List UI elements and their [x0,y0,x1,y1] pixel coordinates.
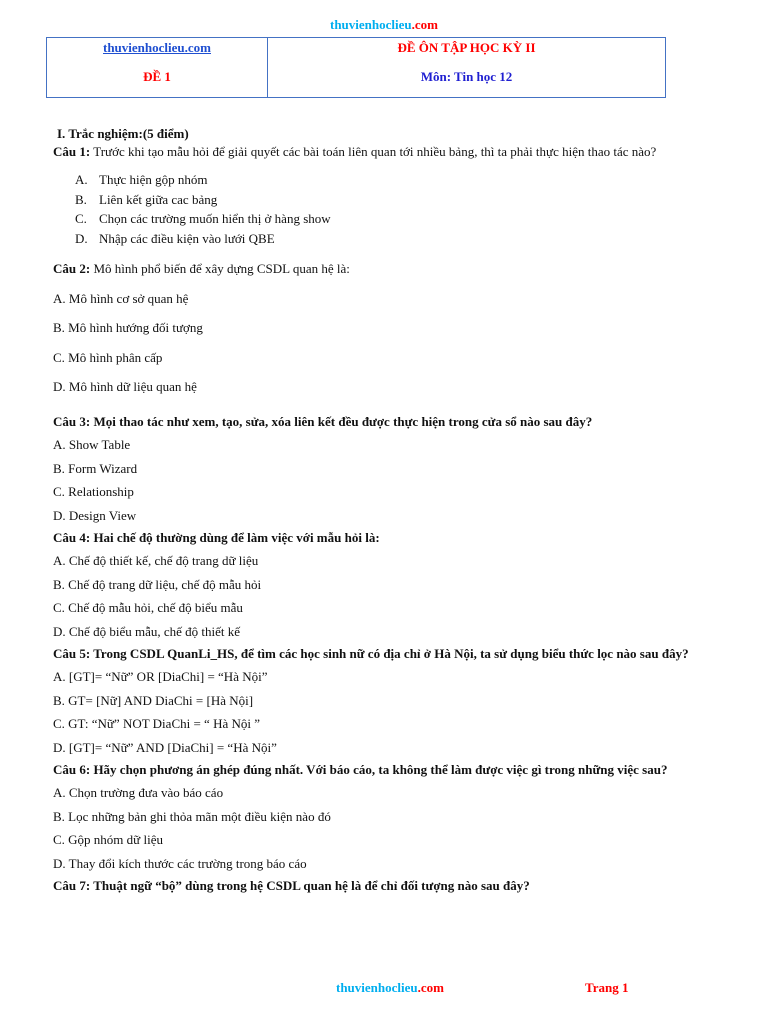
option: C. Relationship [53,484,134,499]
header-right-cell [268,38,665,97]
option: D. Chế độ biểu mẫu, chế độ thiết kế [53,623,241,639]
option: A. Show Table [53,437,131,452]
question-1-options [75,170,736,248]
option: C. GT: “Nữ” NOT DiaChi = “ Hà Nội ” [53,716,261,731]
exam-number: ĐỀ 1 [143,69,171,84]
question-2-text: Mô hình phổ biến để xây dựng CSDL quan hệ là: [90,261,350,276]
question-5: Câu 5: Trong CSDL QuanLi_HS, để tìm các học sinh nữ có địa chỉ ở Hà Nội, ta sử dụng biểu thức lọc nào sau đây? [53,646,689,661]
option: D. Design View [53,507,137,523]
question-1-text: Trước khi tạo mẫu hỏi để giải quyết các bài toán liên quan tới nhiều bảng, thì ta phải thực hiện thao tác nào? [90,144,657,159]
question-4: Câu 4: Hai chế độ thường dùng để làm việc với mẫu hỏi là: [53,530,380,545]
question-2-label: Câu 2: [53,261,91,276]
option: A. [GT]= “Nữ” OR [DiaChi] = “Hà Nội” [53,669,268,684]
site-link[interactable]: thuvienhoclieu.com [103,40,211,55]
option: D. Thay đổi kích thước các trường trong báo cáo [53,855,307,871]
site-name-part2: .com [411,17,438,32]
option: A. Thực hiện gộp nhóm [75,172,208,187]
question-3: Câu 3: Mọi thao tác như xem, tạo, sửa, xóa liên kết đều được thực hiện trong cửa sổ nào sau đây? [53,414,593,429]
option: A. Mô hình cơ sở quan hệ [53,290,189,306]
option: B. GT= [Nữ] AND DiaChi = [Hà Nội] [53,692,254,708]
option: B. Chế độ trang dữ liệu, chế độ mẫu hỏi [53,576,262,592]
header-left-cell [47,38,268,97]
site-name-part1: thuvienhoclieu [330,17,412,32]
option: D. Mô hình dữ liệu quan hệ [53,379,197,394]
section-heading: I. Trắc nghiệm:(5 điểm) [57,126,189,141]
site-watermark-top [0,17,768,33]
option: D. Nhập các điều kiện vào lưới QBE [75,230,275,246]
option: B. Liên kết giữa cac bảng [75,191,218,207]
option: B. Lọc những bản ghi thỏa mãn một điều kiện nào đó [53,808,331,824]
option: B. Mô hình hướng đối tượng [53,320,203,335]
option: D. [GT]= “Nữ” AND [DiaChi] = “Hà Nội” [53,739,277,755]
page-footer [0,980,768,998]
option: C. Chế độ mẫu hỏi, chế độ biểu mẫu [53,600,243,615]
option: C. Chọn các trường muốn hiển thị ở hàng show [75,211,331,226]
exam-title: ĐỀ ÔN TẬP HỌC KỲ II [397,40,536,55]
footer-site: thuvienhoclieu.com [336,980,444,995]
page-number: Trang 1 [585,980,629,995]
option: C. Mô hình phân cấp [53,349,163,365]
question-1 [53,143,736,161]
option: C. Gộp nhóm dữ liệu [53,832,163,847]
option: A. Chọn trường đưa vào báo cáo [53,785,224,800]
question-6: Câu 6: Hãy chọn phương án ghép đúng nhất. Với báo cáo, ta không thể làm được việc gì trong những việc sau? [53,762,668,777]
exam-subject: Môn: Tin học 12 [420,69,513,84]
header-table [46,37,666,98]
option: A. Chế độ thiết kế, chế độ trang dữ liệu [53,553,259,568]
question-2 [53,260,736,278]
question-7: Câu 7: Thuật ngữ “bộ” dùng trong hệ CSDL quan hệ là để chỉ đối tượng nào sau đây? [53,878,530,893]
question-1-label: Câu 1: [53,144,91,159]
option: B. Form Wizard [53,460,138,476]
exam-content [53,125,736,897]
